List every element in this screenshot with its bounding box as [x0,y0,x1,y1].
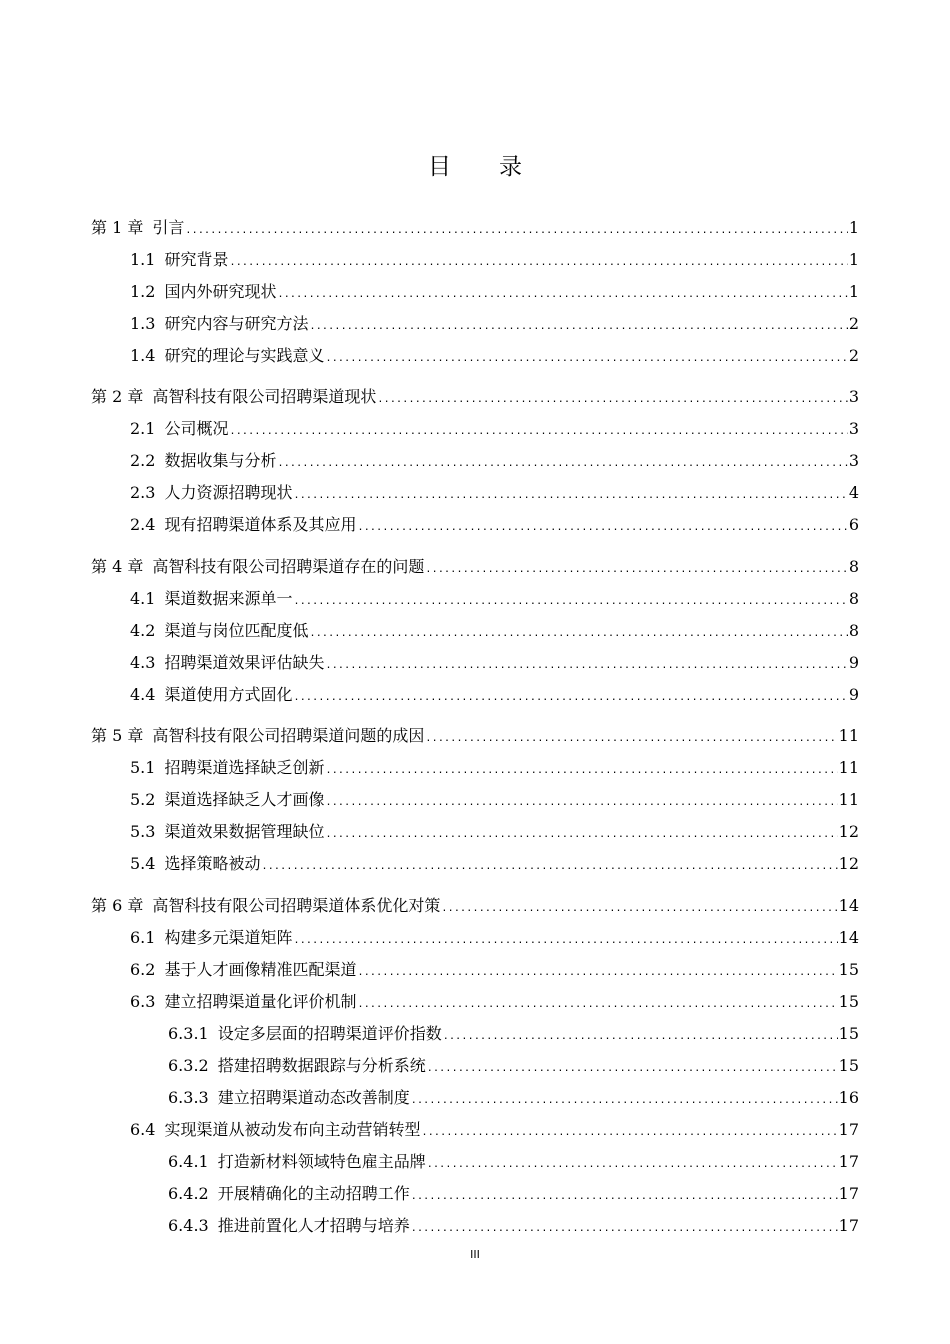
toc-entry-number: 4.4 [130,685,156,704]
toc-entry-page: 17 [838,1120,859,1139]
toc-entry-title: 研究内容与研究方法 [164,314,309,333]
toc-entry[interactable] [130,448,859,470]
toc-entry-number: 5.2 [130,790,156,809]
toc-entry-number: 5.4 [130,854,156,873]
toc-title [0,148,950,181]
toc-title-right: 录 [499,154,522,180]
toc-entry[interactable] [130,586,859,608]
toc-entry-number: 6.4.2 [168,1184,209,1203]
toc-dot-leader [293,692,847,703]
toc-entry-page: 15 [838,1024,859,1043]
toc-entry-title: 实现渠道从被动发布向主动营销转型 [164,1120,421,1139]
toc-dot-leader [185,225,847,236]
toc-entry[interactable] [130,925,859,947]
toc-dot-leader [309,321,847,332]
toc-entry-title: 国内外研究现状 [164,282,277,301]
toc-entry-number: 6.1 [130,928,156,947]
toc-entry-number: 2.2 [130,451,156,470]
toc-entry-page: 14 [838,896,859,915]
toc-dot-leader [377,394,847,405]
toc-dot-leader [325,829,837,840]
toc-entry[interactable] [168,1085,859,1107]
toc-entry-number: 4.1 [130,589,156,608]
toc-entry[interactable] [130,819,859,841]
toc-entry[interactable] [130,618,859,640]
toc-dot-leader [411,1191,838,1202]
toc-entry-page: 16 [838,1088,859,1107]
toc-entry-title: 渠道数据来源单一 [164,589,293,608]
toc-entry-page: 14 [838,928,859,947]
toc-dot-leader [357,967,837,978]
toc-entry-title: 构建多元渠道矩阵 [164,928,293,947]
toc-entry-number: 2.1 [130,419,156,438]
toc-dot-leader [357,999,837,1010]
toc-entry-number: 6.3.1 [168,1024,209,1043]
toc-entry-page: 11 [838,790,859,809]
toc-entry[interactable] [130,989,859,1011]
toc-entry-title: 设定多层面的招聘渠道评价指数 [217,1024,442,1043]
toc-dot-leader [229,426,847,437]
toc-entry-title: 高智科技有限公司招聘渠道现状 [152,387,377,406]
toc-entry-page: 8 [848,557,859,576]
toc-entry-title: 渠道与岗位匹配度低 [164,621,309,640]
toc-entry-number: 2.4 [130,515,156,534]
toc-entry[interactable] [168,1181,859,1203]
toc-entry-page: 6 [848,515,859,534]
toc-entry-title: 渠道选择缺乏人才画像 [164,790,325,809]
toc-dot-leader [293,490,847,501]
toc-entry-title: 建立招聘渠道量化评价机制 [164,992,357,1011]
toc-entry-title: 渠道效果数据管理缺位 [164,822,325,841]
toc-entry[interactable] [130,247,859,269]
toc-entry-page: 9 [848,653,859,672]
toc-entry-page: 3 [848,451,859,470]
toc-entry-number: 6.2 [130,960,156,979]
toc-entry-page: 15 [838,992,859,1011]
toc-dot-leader [411,1095,838,1106]
toc-dot-leader [357,522,847,533]
toc-entry-number: 第 4 章 [91,557,144,576]
toc-entry-page: 3 [848,387,859,406]
toc-entry-title: 公司概况 [164,419,229,438]
toc-dot-leader [325,353,847,364]
toc-entry[interactable] [91,384,859,406]
toc-dot-leader [325,797,837,808]
toc-dot-leader [427,1063,838,1074]
toc-entry-title: 高智科技有限公司招聘渠道体系优化对策 [152,896,441,915]
toc-entry[interactable] [130,512,859,534]
toc-entry[interactable] [168,1021,859,1043]
toc-entry[interactable] [91,215,859,237]
toc-entry[interactable] [130,682,859,704]
toc-entry[interactable] [130,279,859,301]
toc-entry-title: 高智科技有限公司招聘渠道存在的问题 [152,557,425,576]
toc-entry-number: 第 5 章 [91,726,144,745]
toc-entry-page: 15 [838,960,859,979]
toc-entry-number: 1.4 [130,346,156,365]
toc-entry-title: 开展精确化的主动招聘工作 [217,1184,410,1203]
toc-entry-number: 第 1 章 [91,218,144,237]
toc-entry-page: 15 [838,1056,859,1075]
toc-entry-title: 招聘渠道选择缺乏创新 [164,758,325,777]
toc-entry[interactable] [168,1213,859,1235]
toc-entry-page: 2 [848,346,859,365]
toc-entry-page: 11 [838,726,859,745]
toc-entry[interactable] [168,1053,859,1075]
toc-dot-leader [325,660,847,671]
toc-entry-page: 8 [848,621,859,640]
toc-dot-leader [293,596,847,607]
toc-entry[interactable] [130,755,859,777]
toc-entry[interactable] [130,311,859,333]
toc-entry-number: 5.1 [130,758,156,777]
toc-entry[interactable] [130,343,859,365]
toc-entry-number: 第 2 章 [91,387,144,406]
toc-title-left: 目 [428,154,451,180]
toc-entry[interactable] [130,851,859,873]
toc-dot-leader [325,765,837,776]
toc-entry-number: 1.2 [130,282,156,301]
toc-entry-title: 建立招聘渠道动态改善制度 [217,1088,410,1107]
toc-entry-title: 基于人才画像精准匹配渠道 [164,960,357,979]
toc-entry-title: 打造新材料领域特色雇主品牌 [217,1152,426,1171]
toc-entry-title: 搭建招聘数据跟踪与分析系统 [217,1056,426,1075]
toc-entry-page: 8 [848,589,859,608]
toc-entry-title: 渠道使用方式固化 [164,685,293,704]
toc-entry[interactable] [91,893,859,915]
toc-entry-page: 17 [838,1216,859,1235]
toc-entry-page: 9 [848,685,859,704]
toc-dot-leader [421,1127,837,1138]
toc-dot-leader [425,564,847,575]
toc-dot-leader [427,1159,838,1170]
toc-entry-title: 推进前置化人才招聘与培养 [217,1216,410,1235]
toc-entry-title: 引言 [152,218,185,237]
toc-entry[interactable] [130,957,859,979]
toc-entry-page: 11 [838,758,859,777]
toc-dot-leader [261,861,837,872]
toc-entry-number: 第 6 章 [91,896,144,915]
toc-entry-number: 2.3 [130,483,156,502]
toc-entry-number: 6.4 [130,1120,156,1139]
toc-entry-page: 12 [838,822,859,841]
toc-entry-page: 3 [848,419,859,438]
toc-entry[interactable] [130,416,859,438]
toc-dot-leader [309,628,847,639]
toc-entry-title: 现有招聘渠道体系及其应用 [164,515,357,534]
toc-entry[interactable] [168,1149,859,1171]
toc-entry-page: 2 [848,314,859,333]
toc-entry-page: 4 [848,483,859,502]
toc-dot-leader [277,289,847,300]
toc-entry-number: 6.3.2 [168,1056,209,1075]
toc-entry-page: 12 [838,854,859,873]
toc-entry-title: 选择策略被动 [164,854,261,873]
toc-entry-page: 1 [848,218,859,237]
toc-dot-leader [425,733,837,744]
toc-entry[interactable] [91,723,859,745]
toc-entry[interactable] [130,1117,859,1139]
toc-dot-leader [293,935,837,946]
toc-entry[interactable] [130,480,859,502]
page-footer-number: III [470,1248,480,1261]
toc-dot-leader [277,458,847,469]
toc-entry[interactable] [130,650,859,672]
toc-entry-page: 1 [848,282,859,301]
toc-entry-page: 17 [838,1184,859,1203]
toc-entry-number: 4.3 [130,653,156,672]
toc-entry-title: 高智科技有限公司招聘渠道问题的成因 [152,726,425,745]
toc-entry-title: 数据收集与分析 [164,451,277,470]
toc-entry-number: 1.1 [130,250,156,269]
toc-entry-number: 4.2 [130,621,156,640]
toc-entry-title: 研究的理论与实践意义 [164,346,325,365]
toc-entry[interactable] [91,554,859,576]
toc-entry-number: 6.3 [130,992,156,1011]
toc-entry-title: 人力资源招聘现状 [164,483,293,502]
toc-entry-number: 5.3 [130,822,156,841]
toc-entry-title: 研究背景 [164,250,229,269]
toc-entry[interactable] [130,787,859,809]
toc-entry-number: 6.4.1 [168,1152,209,1171]
toc-dot-leader [411,1223,838,1234]
toc-entry-number: 6.4.3 [168,1216,209,1235]
toc-dot-leader [229,257,847,268]
toc-entry-page: 1 [848,250,859,269]
toc-dot-leader [443,1031,838,1042]
toc-entry-title: 招聘渠道效果评估缺失 [164,653,325,672]
toc-entry-number: 1.3 [130,314,156,333]
toc-dot-leader [441,903,837,914]
toc-entry-number: 6.3.3 [168,1088,209,1107]
toc-entry-page: 17 [838,1152,859,1171]
